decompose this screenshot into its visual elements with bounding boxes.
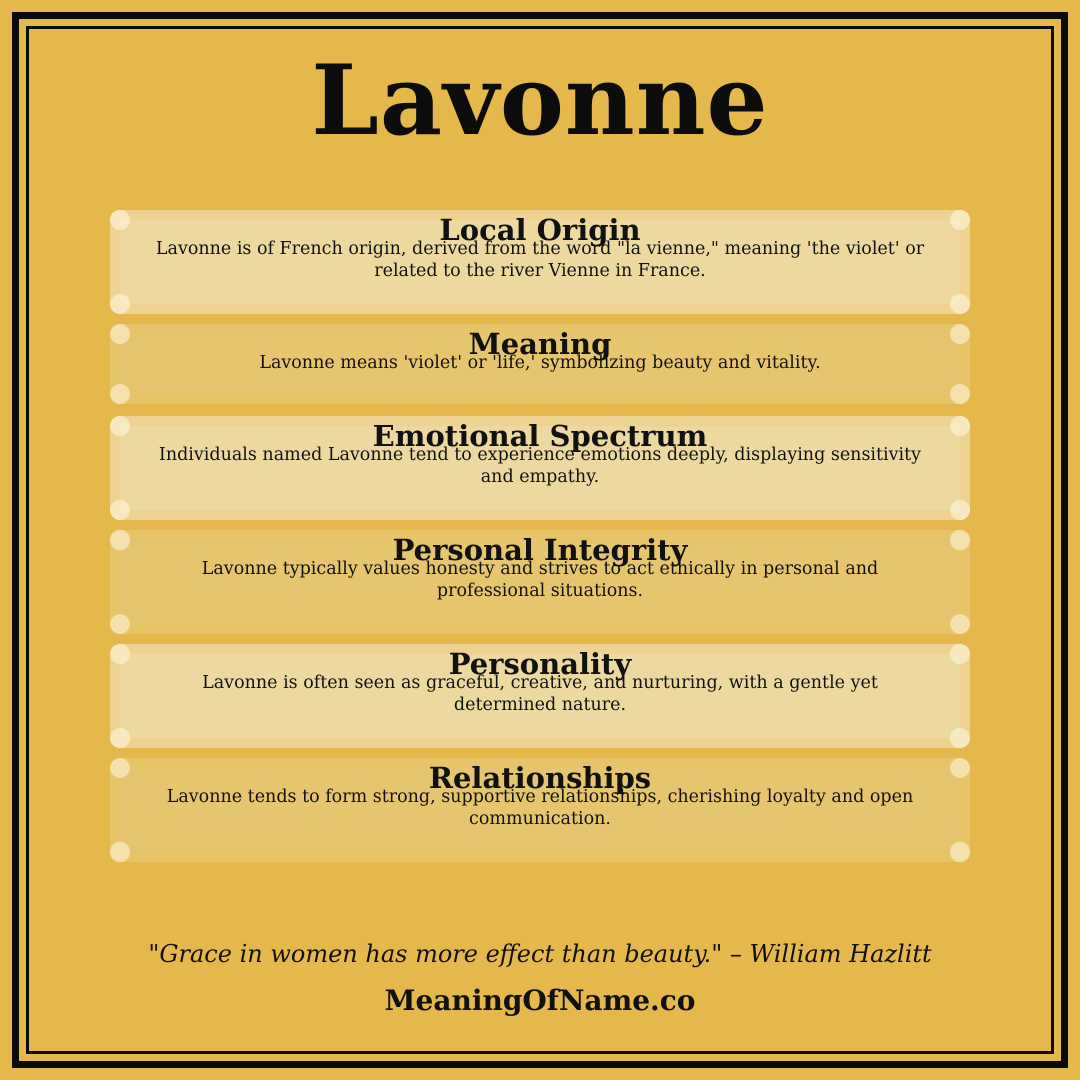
site-name: MeaningOfName.co	[384, 984, 696, 1017]
corner-dot	[950, 384, 970, 404]
section-card-emotional-spectrum	[110, 416, 970, 520]
section-text: Lavonne is of French origin, derived from the word "la vienne," meaning 'the violet' or related to the river Vienne in France.	[155, 239, 925, 281]
section-text: Lavonne means 'violet' or 'life,' symbolizing beauty and vitality.	[259, 353, 821, 373]
quote	[0, 938, 1080, 970]
quote-text: "Grace in women has more effect than beauty."	[148, 940, 723, 968]
quote-author: – William Hazlitt	[722, 940, 932, 968]
corner-dot	[950, 294, 970, 314]
corner-dot	[110, 728, 130, 748]
corner-dot	[950, 500, 970, 520]
corner-dot	[110, 500, 130, 520]
corner-dot	[110, 294, 130, 314]
section-text: Individuals named Lavonne tend to experience emotions deeply, displaying sensitivity and empathy.	[158, 445, 922, 487]
name-title: Lavonne	[311, 44, 769, 157]
corner-dot	[950, 614, 970, 634]
section-heading: Emotional Spectrum	[372, 419, 708, 453]
section-card-relationships	[110, 758, 970, 862]
section-heading: Local Origin	[439, 213, 641, 247]
corner-dot	[110, 842, 130, 862]
section-heading: Personality	[448, 647, 632, 681]
corner-dot	[110, 384, 130, 404]
corner-dot	[950, 842, 970, 862]
corner-dot	[950, 728, 970, 748]
section-text: Lavonne typically values honesty and strives to act ethically in personal and professional situations.	[201, 559, 879, 601]
section-card-meaning	[110, 324, 970, 404]
section-text: Lavonne is often seen as graceful, creative, and nurturing, with a gentle yet determined nature.	[202, 673, 878, 715]
section-card-personal-integrity	[110, 530, 970, 634]
section-heading: Relationships	[428, 761, 652, 795]
section-card-local-origin	[110, 210, 970, 314]
section-heading: Meaning	[468, 327, 612, 361]
corner-dot	[110, 614, 130, 634]
section-text: Lavonne tends to form strong, supportive relationships, cherishing loyalty and open communication.	[166, 787, 914, 829]
section-heading: Personal Integrity	[392, 533, 688, 567]
section-card-personality	[110, 644, 970, 748]
